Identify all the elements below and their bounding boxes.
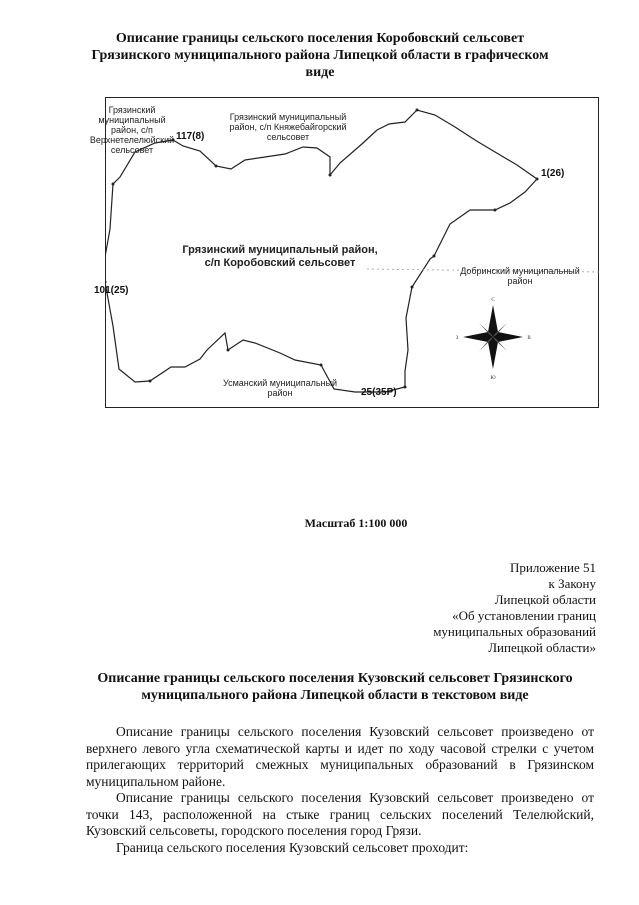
title-line-2: Грязинского муниципального района Липецкой области в графическом — [91, 48, 549, 63]
compass-rose — [456, 298, 532, 381]
label-korobovsky-center: Грязинский муниципальный район, с/п Коробовский сельсовет — [182, 244, 378, 269]
map-scale: Масштаб 1:100 000 — [304, 516, 408, 530]
compass-east-label: В — [527, 336, 531, 341]
document-title — [40, 30, 600, 81]
label-knyazhebaygorsky: Грязинский муниципальный район, с/п Княжебайгорский сельсовет — [229, 112, 347, 142]
label-verkhnetelelyuysky: Грязинский муниципальный район, с/п Верхнетелелюйский сельсовет — [89, 105, 175, 155]
appendix-line: «Об установлении границ — [452, 608, 596, 623]
appendix-line: Приложение 51 — [509, 560, 596, 575]
title-line-1: Описание границы сельского поселения Коробовский сельсовет — [115, 31, 525, 46]
paragraph: Описание границы сельского поселения Кузовский сельсовет произведено от точки 143, расположенной на стыке границ сельских поселений Телелюйский, Кузовский сельсоветы, городского поселения город Грязи. — [86, 790, 594, 838]
label-dobrinsky: Добринский муниципальный район — [460, 266, 580, 286]
paragraph: Описание границы сельского поселения Кузовский сельсовет произведено от верхнего левого угла схематической карты и идет по ходу часовой стрелки с учетом прилегающих территорий смежных муниципальных образований в Грязинском муниципальном районе. — [86, 724, 594, 789]
appendix-note — [336, 560, 596, 656]
compass-north-label: С — [491, 298, 495, 303]
compass-west-label: З — [455, 336, 459, 341]
appendix-line: муниципальных образований — [433, 624, 596, 639]
section-heading-line-2: муниципального района Липецкой области в текстовом виде — [141, 688, 529, 703]
body-text — [86, 724, 594, 856]
appendix-line: к Закону — [548, 576, 596, 591]
point-label-1: 1(26) — [541, 168, 565, 179]
paragraph: Граница сельского поселения Кузовский сельсовет проходит: — [116, 839, 469, 855]
point-label-117: 117(8) — [176, 131, 205, 142]
compass-south-label: Ю — [490, 376, 496, 381]
appendix-line: Липецкой области» — [488, 640, 596, 655]
point-label-25: 25(35Р) — [361, 387, 397, 398]
label-usmansky: Усманский муниципальный район — [222, 378, 338, 398]
section-heading-line-1: Описание границы сельского поселения Кузовский сельсовет Грязинского — [97, 671, 573, 686]
appendix-line: Липецкой области — [494, 592, 596, 607]
point-label-101: 101(25) — [94, 285, 129, 296]
section-heading — [55, 670, 615, 704]
title-line-3: виде — [305, 65, 335, 80]
